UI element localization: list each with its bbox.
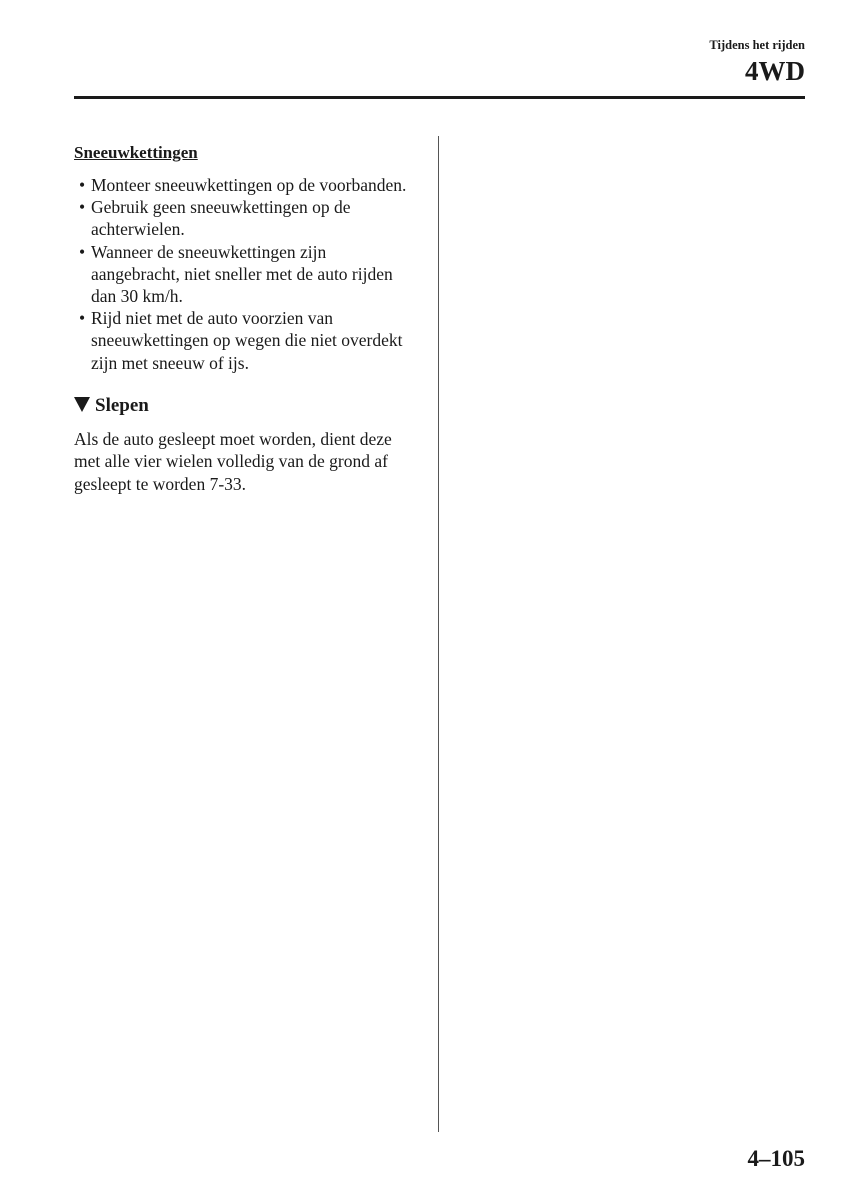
bullet-icon: • <box>79 197 86 218</box>
list-item-text: Wanneer de sneeuwkettingen zijn aangebracht, niet sneller met de auto rijden dan 30 km/h. <box>91 241 393 307</box>
snow-chains-heading: Sneeuwkettingen <box>74 143 198 162</box>
bullet-icon: • <box>79 175 86 195</box>
page-number: 4–105 <box>747 1146 805 1171</box>
left-column <box>74 142 419 495</box>
towing-heading-label: Slepen <box>95 394 149 416</box>
list-item-text: Rijd niet met de auto voorzien van sneeuwkettingen op wegen die niet overdekt zijn met sneeuw of ijs. <box>91 308 403 373</box>
bullet-icon: • <box>79 241 86 262</box>
list-item-text: Monteer sneeuwkettingen op de voorbanden. <box>91 175 407 195</box>
snow-chains-list <box>74 174 419 374</box>
header-section-label: Tijdens het rijden <box>709 38 805 52</box>
list-item <box>74 307 419 374</box>
triangle-down-icon <box>74 397 90 412</box>
towing-heading <box>74 394 419 418</box>
bullet-icon: • <box>79 308 86 329</box>
list-item <box>74 196 419 240</box>
column-divider <box>438 136 439 1132</box>
towing-body: Als de auto gesleept moet worden, dient deze met alle vier wielen volledig van de grond af gesleept te worden 7-33. <box>74 428 392 494</box>
list-item <box>74 241 419 308</box>
page-title: 4WD <box>745 56 805 86</box>
list-item-text: Gebruik geen sneeuwkettingen op de achterwielen. <box>91 197 351 240</box>
header-rule <box>74 96 805 99</box>
list-item <box>74 174 419 196</box>
